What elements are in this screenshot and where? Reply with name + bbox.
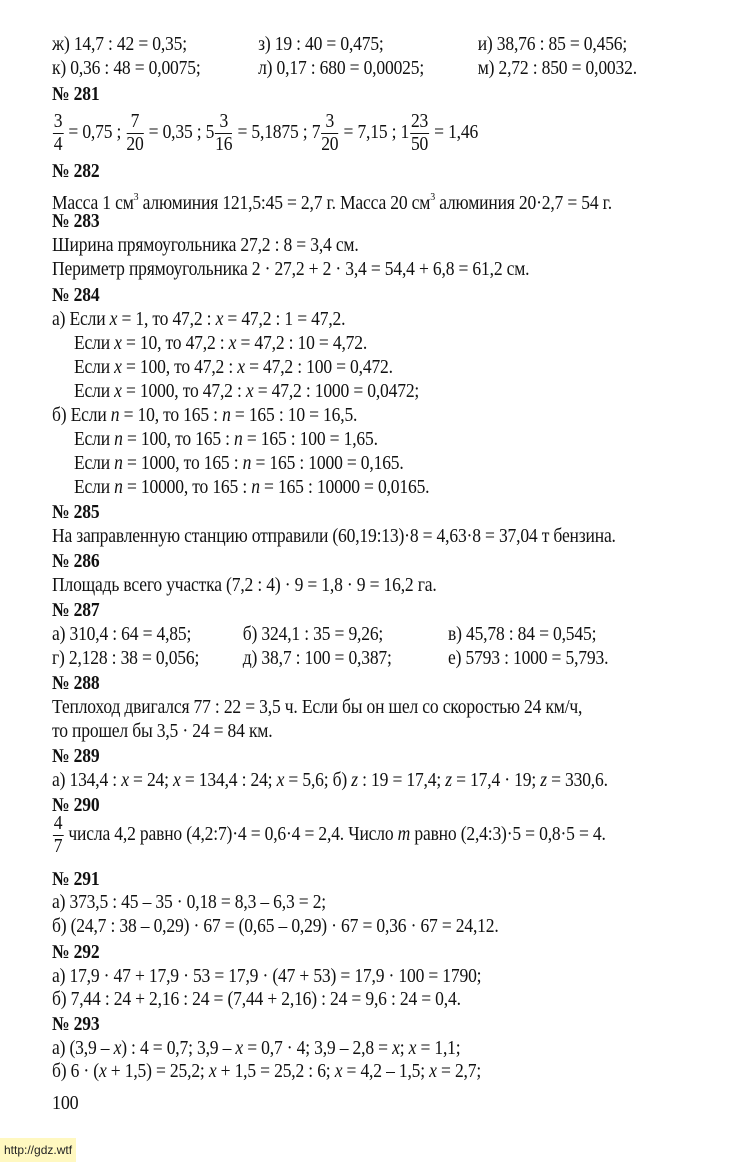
text-run: б) Если (52, 405, 111, 426)
text-run: Масса 1 см (52, 193, 134, 214)
text-run: д) 38,7 : 100 = 0,387; (242, 648, 392, 669)
exercise-number (52, 746, 99, 768)
fraction-numerator: 23 (410, 111, 429, 133)
text-run: = 10, то 165 : (119, 405, 223, 426)
text-run: = 5,6; б) (284, 770, 352, 791)
solution-line (52, 916, 499, 938)
solution-line (52, 812, 606, 858)
text-run: = 47,2 : 1000 = 0,0472; (253, 381, 420, 402)
answer-cell (258, 34, 384, 56)
fraction-numerator: 3 (321, 111, 338, 134)
fraction-numerator: 4 (53, 813, 63, 835)
answer-cell (52, 648, 199, 670)
variable: n (222, 405, 231, 426)
text-run: и) 38,76 : 85 = 0,456; (477, 34, 628, 55)
answer-cell (448, 648, 608, 670)
variable: n (234, 429, 243, 450)
answer-cell (52, 58, 201, 80)
text-run: = 330,6. (546, 770, 608, 791)
exercise-number (52, 551, 99, 573)
text-run: + 1,5) = 25,2; (106, 1061, 209, 1082)
text-run: = 165 : 1000 = 0,165. (251, 453, 404, 474)
text-run: = 1000, то 165 : (122, 453, 243, 474)
solution-line (74, 453, 404, 475)
text-run: № 289 (52, 746, 100, 767)
solution-line (52, 110, 478, 156)
text-run: а) 17,9 · 47 + 17,9 · 53 = 17,9 · (47 + 53) = 17,9 · 100 = 1790; (52, 966, 482, 987)
text-run: = 0,75 ; (64, 122, 126, 143)
solution-line (74, 381, 419, 403)
watermark-link[interactable]: http://gdz.wtf (0, 1138, 76, 1162)
exercise-number (52, 673, 99, 695)
text-run: = 1000, то 47,2 : (121, 381, 246, 402)
text-run: Если (74, 477, 115, 498)
solution-line (52, 989, 461, 1011)
text-run: = 10, то 47,2 : (121, 333, 229, 354)
text-run: № 287 (52, 600, 100, 621)
superscript: 3 (133, 191, 139, 203)
text-run: алюминия 121,5:45 = 2,7 г. Масса 20 см (138, 193, 431, 214)
text-run: 100 (52, 1092, 79, 1114)
answer-cell (243, 648, 392, 670)
text-run: = 100, то 47,2 : (121, 357, 238, 378)
solution-line (74, 357, 393, 379)
solution-line (52, 405, 357, 427)
variable: x (114, 381, 122, 402)
text-run: Теплоход двигался 77 : 22 = 3,5 ч. Если бы он шел со скоростью 24 км/ч, (52, 697, 583, 718)
exercise-number (52, 84, 99, 106)
solution-line (52, 624, 682, 646)
answer-cell (478, 58, 637, 80)
solution-line (52, 526, 616, 548)
text-run: а) Если (52, 309, 110, 330)
text-run: г) 2,128 : 38 = 0,056; (52, 648, 200, 669)
text-run: Площадь всего участка (7,2 : 4) · 9 = 1,8 · 9 = 16,2 га. (52, 575, 437, 596)
exercise-number (52, 942, 99, 964)
answer-cell (448, 624, 596, 646)
variable: x (173, 770, 181, 791)
text-run: Если (74, 453, 115, 474)
variable: x (98, 1061, 107, 1082)
text-run: б) (24,7 : 38 – 0,29) · 67 = (0,65 – 0,29) · 67 = 0,36 · 67 = 24,12. (52, 916, 499, 937)
solution-line (52, 892, 326, 914)
text-run: = 1,1; (416, 1038, 461, 1059)
exercise-number (52, 600, 99, 622)
variable: x (208, 1061, 217, 1082)
text-run: № 293 (52, 1014, 100, 1035)
solution-line (52, 1061, 481, 1083)
text-run: Если (74, 381, 115, 402)
text-run: = 2,7; (436, 1061, 482, 1082)
solution-line (52, 309, 345, 331)
fraction (126, 111, 143, 156)
text-run: ; (399, 1038, 409, 1059)
solution-line (52, 575, 437, 597)
text-run: алюминия 20·2,7 = 54 г. (434, 193, 612, 214)
fraction-numerator: 3 (53, 111, 63, 133)
fraction (215, 111, 232, 156)
fraction-denominator: 7 (53, 836, 63, 858)
text-run: № 281 (52, 84, 100, 105)
text-run: ) : 4 = 0,7; 3,9 – (121, 1038, 236, 1059)
text-run: Ширина прямоугольника 27,2 : 8 = 3,4 см. (52, 235, 359, 256)
answer-cell (478, 34, 627, 56)
solution-line (52, 259, 529, 281)
text-run: = 10000, то 165 : (122, 477, 252, 498)
text-run: Если (74, 357, 115, 378)
text-run: = 17,4 · 19; (451, 770, 541, 791)
variable: x (228, 333, 237, 354)
text-run: № 286 (52, 551, 100, 572)
text-run: то прошел бы 3,5 · 24 = 84 км. (52, 721, 273, 742)
text-run: № 292 (52, 942, 100, 963)
variable: x (121, 770, 129, 791)
text-run: = 1,46 (429, 122, 479, 143)
text-run: № 288 (52, 673, 100, 694)
answer-cell (52, 624, 191, 646)
text-run: = 1, то 47,2 : (117, 309, 216, 330)
variable: x (276, 770, 285, 791)
text-run: № 283 (52, 211, 100, 232)
variable: x (245, 381, 254, 402)
solution-line (74, 333, 367, 355)
text-run: № 291 (52, 869, 100, 890)
fraction (53, 111, 63, 156)
text-run: № 290 (52, 795, 100, 816)
solution-line (52, 697, 582, 719)
text-run: = 165 : 10000 = 0,0165. (259, 477, 430, 498)
fraction (53, 813, 63, 858)
answer-cell (258, 58, 424, 80)
solution-line (52, 1038, 460, 1060)
solution-line (74, 429, 378, 451)
text-run: № 282 (52, 161, 100, 182)
text-run: Если (74, 429, 115, 450)
text-run: = 165 : 10 = 16,5. (230, 405, 358, 426)
fraction-denominator: 16 (215, 134, 233, 156)
fraction-denominator: 20 (321, 134, 339, 156)
variable: n (242, 453, 252, 474)
text-run: = 24; (128, 770, 174, 791)
text-run: числа 4,2 равно (4,2:7)·4 = 0,6·4 = 2,4. Число (64, 824, 398, 845)
solution-line (52, 648, 682, 670)
exercise-number (52, 869, 99, 891)
text-run: а) 310,4 : 64 = 4,85; (52, 624, 192, 645)
text-run: = 47,2 : 10 = 4,72. (236, 333, 368, 354)
variable: z (351, 770, 358, 791)
fraction-denominator: 20 (126, 134, 144, 156)
variable: x (215, 309, 224, 330)
exercise-number (52, 211, 99, 233)
solution-line (74, 477, 429, 499)
fraction-denominator: 4 (53, 134, 63, 156)
text-run: = 0,7 · 4; 3,9 – 2,8 = (243, 1038, 393, 1059)
text-run: ж) 14,7 : 42 = 0,35; (52, 34, 187, 55)
text-run: а) 373,5 : 45 – 35 · 0,18 = 8,3 – 6,3 = 2; (52, 892, 327, 913)
solution-line (52, 186, 612, 214)
variable: z (445, 770, 452, 791)
text-run: Если (74, 333, 115, 354)
text-run: е) 5793 : 1000 = 5,793. (448, 648, 609, 669)
solution-line (52, 966, 481, 988)
variable: x (429, 1061, 437, 1082)
text-run: : 19 = 17,4; (357, 770, 446, 791)
variable: x (113, 1038, 122, 1059)
superscript: 3 (430, 191, 435, 203)
solution-line (52, 770, 608, 792)
text-run: в) 45,78 : 84 = 0,545; (448, 624, 597, 645)
text-run: равно (2,4:3)·5 = 0,8·5 = 4. (410, 824, 606, 845)
text-run: = 7,15 ; 1 (339, 122, 410, 143)
text-run: з) 19 : 40 = 0,475; (258, 34, 384, 55)
fraction-numerator: 7 (126, 111, 143, 134)
exercise-number (52, 502, 99, 524)
exercise-number (52, 1014, 99, 1036)
text-run: б) 6 · ( (52, 1061, 99, 1082)
text-run: + 1,5 = 25,2 : 6; (216, 1061, 335, 1082)
text-run: б) 324,1 : 35 = 9,26; (242, 624, 384, 645)
exercise-number (52, 285, 99, 307)
text-run: = 4,2 – 1,5; (342, 1061, 430, 1082)
text-run: а) (3,9 – (52, 1038, 114, 1059)
text-run: На заправленную станцию отправили (60,19:13)·8 = 4,63·8 = 37,04 т бензина. (52, 526, 616, 547)
fraction-denominator: 50 (410, 134, 429, 156)
text-run: = 0,35 ; 5 (144, 122, 215, 143)
solution-line (52, 58, 682, 80)
answer-cell (243, 624, 383, 646)
text-run: = 134,4 : 24; (180, 770, 277, 791)
variable: x (392, 1038, 400, 1059)
text-run: а) 134,4 : (52, 770, 122, 791)
text-run: б) 7,44 : 24 + 2,16 : 24 = (7,44 + 2,16) : 24 = 9,6 : 24 = 0,4. (52, 989, 461, 1010)
fraction-numerator: 3 (215, 111, 232, 134)
variable: n (114, 477, 123, 498)
variable: x (235, 1038, 244, 1059)
variable: x (237, 357, 245, 378)
answer-cell (52, 34, 187, 56)
variable: x (114, 357, 122, 378)
variable: n (251, 477, 260, 498)
text-run: = 47,2 : 1 = 47,2. (223, 309, 346, 330)
variable: x (408, 1038, 417, 1059)
text-run: м) 2,72 : 850 = 0,0032. (477, 58, 637, 79)
variable: x (109, 309, 118, 330)
variable: n (114, 453, 123, 474)
text-run: = 5,1875 ; 7 (233, 122, 321, 143)
variable: x (114, 333, 122, 354)
fraction (321, 111, 338, 156)
variable: z (540, 770, 547, 791)
text-run: л) 0,17 : 680 = 0,00025; (258, 58, 425, 79)
solution-line (52, 721, 272, 743)
text-run: = 165 : 100 = 1,65. (242, 429, 378, 450)
page-number (52, 1092, 78, 1114)
solution-line (52, 235, 359, 257)
solution-line (52, 34, 682, 56)
fraction (410, 111, 429, 156)
text-run: = 47,2 : 100 = 0,472. (244, 357, 393, 378)
text-run: = 100, то 165 : (122, 429, 235, 450)
text-run: к) 0,36 : 48 = 0,0075; (52, 58, 201, 79)
text-run: № 285 (52, 502, 100, 523)
variable: n (110, 405, 120, 426)
variable: n (114, 429, 123, 450)
variable: m (397, 824, 411, 845)
text-run: № 284 (52, 285, 100, 306)
text-run: Периметр прямоугольника 2 · 27,2 + 2 · 3,4 = 54,4 + 6,8 = 61,2 см. (52, 259, 530, 280)
variable: x (334, 1061, 343, 1082)
exercise-number (52, 161, 99, 183)
